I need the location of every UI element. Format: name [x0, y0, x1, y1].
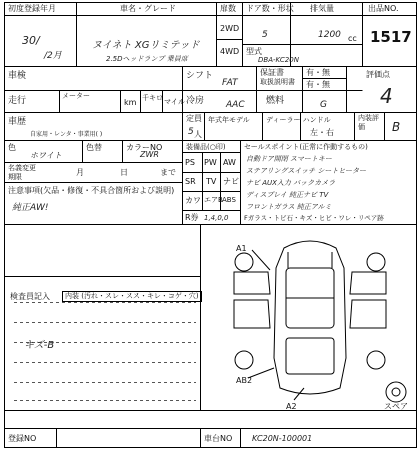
displacement-label: 排気量 [310, 4, 334, 13]
interior-grade-label: 内装評価 [358, 114, 379, 131]
model-text: DBA-KC20N [258, 56, 299, 64]
color-no-text: ZWR [140, 150, 159, 159]
equip-tv: TV [206, 177, 217, 186]
seller-line-5: フロントガラス 純正アルミ [246, 203, 332, 211]
warranty-yes-no: 有・無 [306, 68, 330, 77]
glass-note: Fガラス・トビ石・キズ・ヒビ・ワレ・リペア跡 [244, 214, 384, 222]
equip-ps: PS [185, 158, 195, 167]
caution-label: 注意事項(欠品・修復・不具合箇所および説明) [8, 186, 175, 195]
cc-unit: cc [348, 34, 357, 43]
door-shape-label: ドア数・形状 [246, 4, 294, 13]
equip-sr: SR [185, 177, 196, 186]
seller-line-2: ステアリングスイッチ シートヒーター [246, 167, 367, 175]
seller-line-4: ディスプレイ 純正ナビ TV [246, 191, 329, 199]
car-name-text: ヌイネト XGリミテッド [92, 40, 200, 51]
thousand-km-unit: 千キロ [142, 94, 163, 102]
name-change-until: まで [160, 168, 176, 177]
r-zone-label: R券 [185, 213, 199, 222]
km-unit: km [124, 98, 137, 107]
capacity-text: 5 [188, 127, 194, 137]
history-options: 自家用・レンタ・事業用( ) [30, 131, 103, 138]
equip-navi: ナビ [223, 177, 239, 186]
seller-line-1: 自動ドア開閉 スマートキー [246, 155, 332, 163]
damage-a1: A1 [236, 244, 247, 253]
name-change-label: 名義変更期限 [8, 164, 36, 181]
seller-points-label: セールスポイント(正常に作動するもの) [244, 143, 368, 151]
door-count-label: 扉数 [220, 4, 236, 13]
warranty-label: 保証書 [260, 68, 284, 77]
name-change-month: 月 [76, 168, 84, 177]
damage-ab2: AB2 [236, 376, 253, 385]
manual-label: 取扱説明書 [260, 78, 295, 86]
spare-label: スペア [384, 402, 408, 411]
name-change-day: 日 [120, 168, 128, 177]
model-label: 型式 [246, 47, 262, 56]
color-text: ホワイト [30, 151, 62, 160]
equip-abs: ABS [222, 196, 236, 204]
grade-sub-text: 2.5Dヘッドランプ 乗員席 [106, 55, 188, 63]
equip-aw: AW [223, 158, 236, 167]
fuel-text: G [320, 100, 327, 110]
aircon-label: 冷房 [186, 96, 205, 106]
year-model-label: 年式年モデル [208, 116, 250, 124]
drive-4wd: 4WD [220, 47, 240, 56]
first-registration-label: 初度登録年月 [8, 4, 56, 13]
color-label: 色 [8, 143, 16, 152]
interior-damage-options: 内装 (汚れ・スレ・スス・キレ・コゲ・穴) [62, 291, 202, 302]
door-num-text: 5 [262, 30, 268, 40]
caution-text: 純正AW! [12, 203, 49, 213]
chassis-no-label: 車台NO [204, 434, 233, 443]
r-zone-text: 1,4,0,0 [204, 214, 229, 222]
mileage-label: 走行 [8, 96, 27, 106]
equip-leather: カワ [185, 196, 201, 205]
manual-yes-no: 有・無 [306, 80, 330, 89]
equip-pw: PW [204, 158, 217, 167]
dealer-handle-label: ディーラー ハンドル [266, 116, 331, 124]
inspector-text: キズ-B [24, 340, 55, 351]
aircon-text: AAC [226, 100, 245, 110]
steering-options: 左・右 [310, 128, 334, 137]
shift-text: FAT [222, 78, 238, 88]
equipment-label: 装備品(○印) [186, 143, 226, 151]
grade-score-value: 4 [380, 84, 393, 108]
reg-month: /2月 [44, 51, 62, 61]
grade-score-label: 評価点 [366, 70, 390, 79]
meter-label: メーター [62, 92, 90, 100]
inspector-label: 検査員記入 [10, 292, 50, 301]
seller-line-3: ナビ AUX入力 バックカメラ [246, 179, 336, 187]
equip-airbag: エアB [204, 196, 223, 204]
chassis-no-text: KC20N-100001 [252, 434, 313, 443]
reg-year: 30/ [22, 34, 40, 47]
lot-no-label: 出品NO. [368, 4, 399, 13]
color-change-label: 色替 [86, 143, 102, 152]
damage-a2: A2 [286, 402, 297, 411]
interior-grade-value: B [392, 120, 401, 134]
displacement-text: 1200 [318, 30, 341, 40]
reg-no-label: 登録NO [8, 434, 37, 443]
inspection-label: 車検 [8, 71, 27, 81]
persons-unit: 人 [194, 130, 202, 139]
fuel-label: 燃料 [266, 96, 285, 106]
lot-no-value: 1517 [370, 28, 412, 46]
shift-label: シフト [186, 71, 214, 81]
capacity-label: 定員 [186, 114, 202, 123]
mile-unit: マイル [164, 98, 185, 106]
car-name-grade-label: 車名・グレード [120, 4, 176, 13]
history-label: 車歴 [8, 117, 27, 127]
drive-2wd: 2WD [220, 24, 240, 33]
color-no-label: カラーNO [126, 143, 163, 152]
